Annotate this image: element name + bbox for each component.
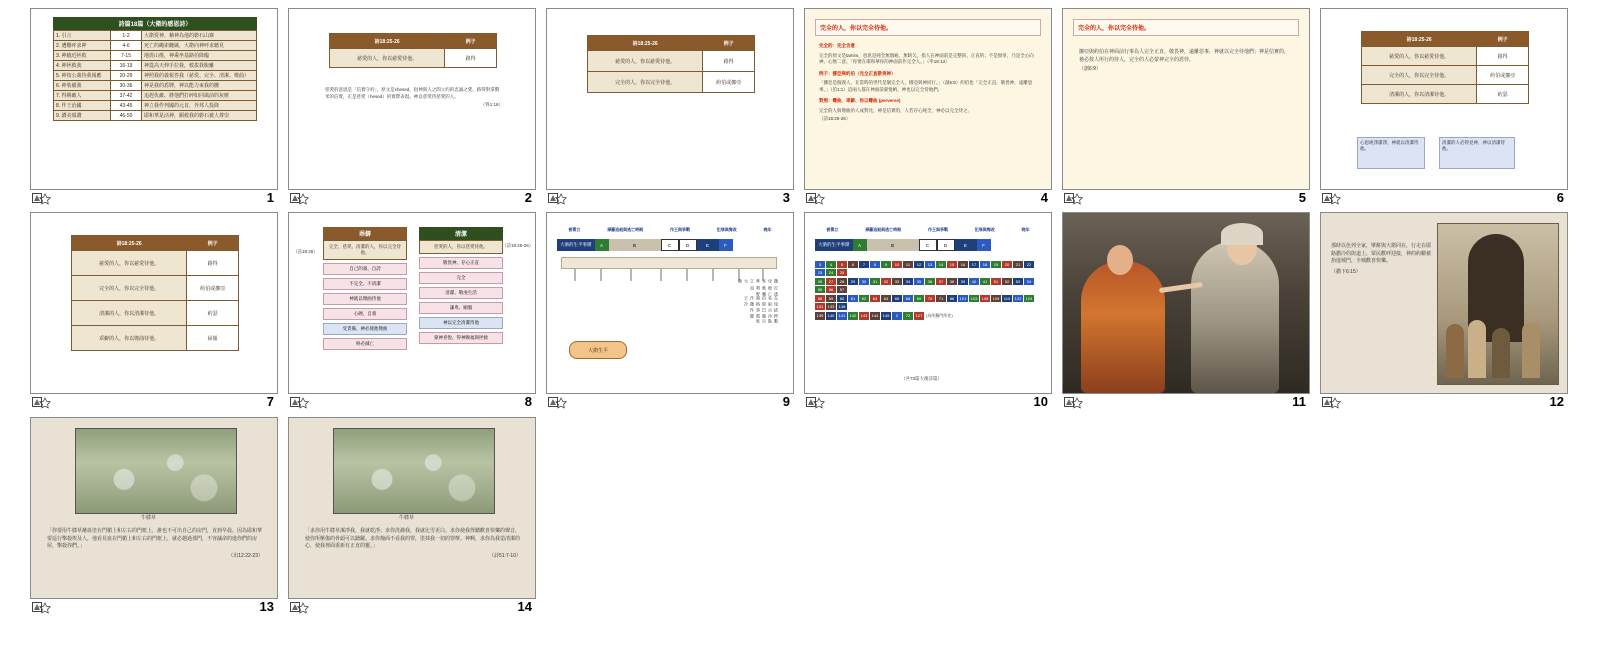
slide-transition-icon[interactable] [1322,193,1344,207]
segment: B [609,239,661,251]
psalm-cell[interactable]: 63 [870,295,880,302]
painting-entering-city-gate [1437,223,1559,385]
timeline-bar-label: 大衛的生平事蹟 [557,239,595,251]
slide-cell-6[interactable] [1320,8,1568,212]
psalm-cell[interactable]: 40 [969,278,979,285]
table-row: 清潔的人，你以清潔待他。 約瑟 [1362,85,1529,104]
compare-left-header: 乖僻 [323,227,407,240]
psalm-cell[interactable]: 5 [837,261,847,268]
photo-caption: 牛膝草 [399,515,415,521]
photo-hyssop [333,428,495,514]
flow-node: 完全 [419,272,503,284]
psalm-cell[interactable]: 22 [1024,261,1034,268]
psalm-cell[interactable]: 71 [936,295,946,302]
slide-number: 6 [1556,190,1564,205]
reference: （詩18:25-26） [819,116,851,122]
tick-label: 拔示巴事件 [750,308,779,313]
psalm-cell[interactable]: 8 [870,261,880,268]
table-row: 2. 遭難呼求神 4-6 死亡的繩索纏繞，大衛向神呼求聽見 [54,41,257,51]
table-row: 詩18:25-26 例子 [1362,32,1529,47]
psalm-cell[interactable]: 16 [958,261,968,268]
table-row: 3. 神臨近拯救 7-15 地震山搖，神乘坐基路伯降臨 [54,51,257,61]
segment: E [697,239,719,251]
psalm-cell[interactable]: 35 [914,278,924,285]
psalm-grid-row [815,312,1043,320]
psalm-cell[interactable]: 31 [870,278,880,285]
slide-cell-10[interactable] [804,212,1052,416]
psalm-cell[interactable]: 68 [903,295,913,302]
psalm-cell[interactable]: 9 [881,261,891,268]
psalm-cell[interactable]: 53 [1013,278,1023,285]
slide-number: 3 [782,190,790,205]
body-text: 那時以色列全家，擘餅與大衛同在，行走在耶路撒冷的街道上，眾民歡呼迎接，神的約櫃被抬進城門，全城歡喜快樂。 [1331,243,1432,264]
psalm-cell[interactable]: 58 [815,295,825,302]
slide-transition-icon[interactable] [290,397,312,411]
table-row: 7. 得勝敵人 37-42 追趕仇敵、將他們打碎如同風前的灰塵 [54,91,257,101]
slide-transition-icon[interactable] [32,193,54,207]
psalm-cell[interactable]: 18 [980,261,990,268]
psalm-cell[interactable]: 62 [859,295,869,302]
flow-node: 敬畏神、存心正直 [419,257,503,269]
psalm-cell[interactable]: 139 [816,313,824,318]
timeline-label: 掃羅追殺與逃亡時期 [865,227,902,232]
slide-heading-4: 完全的人，你以完全待他。 [815,19,1041,36]
slide-meta-12 [1320,394,1568,416]
psalm-cell[interactable]: 70 [925,295,935,302]
timeline-label: 晚年 [763,227,772,232]
table-row: 清潔的人，你以清潔待他。 約瑟 [72,301,239,326]
slide-cell-14[interactable] [288,417,536,621]
psalm-cell[interactable]: 145 [882,313,890,318]
slide-cell-3[interactable] [546,8,794,212]
psalm-cell[interactable]: 39 [958,278,968,285]
verse-table-7 [71,235,239,351]
point-label: 完全的：完全含意 [819,43,855,48]
point-text: 完全的原文是tamim，意思是純全無瑕疵、無缺欠，指人在神面前是完整的、正直的；不是無罪，乃是全心向神，心無二意。「你要在耶和華你的神面前作完全人。」（申18:13） [819,52,1034,65]
timeline-bar-label: 大衛的生平事蹟 [815,239,853,251]
psalm-cell[interactable]: 25 [837,269,847,276]
segment: E [955,239,977,251]
slide-number: 8 [524,394,532,409]
slide-cell-8[interactable] [288,212,536,416]
tick-label: 逃亡曠野 [756,291,779,296]
segment: D [937,239,955,251]
timeline-label: 晚年 [1021,227,1030,232]
slide-number: 7 [266,394,274,409]
point-text: 「挪亞是個義人，在當時的世代是個完全人，挪亞與神同行。」（創6:9）約伯也「完全正直，敬畏神，遠離惡事。」（伯1:1）這兩人都在神面前蒙悅納，神也以完全待他們。 [819,80,1033,92]
psalm-grid-row [815,278,1043,293]
slide-meta-2 [288,190,536,212]
psalm-cell[interactable]: 55 [815,286,825,293]
verse-table-6 [1361,31,1529,104]
note-text: 慈愛的意思是「信實守約」，原文是chesed，指神與人之間立約的忠誠之愛。路得對拿俄米的信實，正是慈愛（hesed）的實際表現。神以慈愛待慈愛的人。 [325,87,500,99]
slide-cell-12[interactable] [1320,212,1568,416]
slide-transition-icon[interactable] [1322,397,1344,411]
flow-node: 謙卑、順服 [419,302,503,314]
psalm-cell[interactable]: 38 [947,278,957,285]
photo-caption: 牛膝草 [141,515,157,521]
psalm-cell[interactable]: 7 [859,261,869,268]
slide-cell-9[interactable] [546,212,794,416]
psalm-cell[interactable]: 144 [871,313,879,318]
slide-transition-icon[interactable] [290,602,312,616]
slide-thumbnail-2[interactable] [288,8,536,190]
psalm-cell[interactable]: 57 [837,286,847,293]
psalm-cell[interactable]: 33 [892,278,902,285]
slide-thumbnail-4[interactable] [804,8,1052,190]
note-block-2 [325,87,503,109]
flow-node: 不完全、不清潔 [323,278,407,290]
psalm-cell[interactable]: 65 [892,295,902,302]
slide-thumbnail-1[interactable] [30,8,278,190]
timeline-label: 作王與爭戰 [927,227,948,232]
psalm-cell[interactable]: 13 [925,261,935,268]
table-row: 5. 神按公義待我報應 20-29 神照我的義報答我（慈愛、完全、清潔、彎曲） [54,71,257,81]
compare-right-top: 慈愛的人，你以慈愛待他。 [419,240,503,254]
psalm-cell[interactable]: 138 [838,304,846,309]
timeline-label: 作王與爭戰 [669,227,690,232]
slide-thumbnail-11[interactable] [1062,212,1310,394]
slide-meta-4 [804,190,1052,212]
slide-meta-8 [288,394,536,416]
table-row: 完全的人，你以完全待他。 約伯或挪亞 [1362,66,1529,85]
psalm-cell[interactable]: 17 [969,261,979,268]
slide-number: 10 [1033,394,1048,409]
psalm-cell[interactable]: 72 [903,312,913,320]
table-row: 慈愛的人，你以慈愛待他。 路得 [72,251,239,276]
slide-number: 11 [1292,394,1306,409]
slide-number: 13 [259,599,274,614]
timeline-label: 犯罪與悔改 [974,227,995,232]
segment: D [679,239,697,251]
tick-label: 押沙龍叛變 [750,313,779,318]
outline-table-1 [53,30,257,121]
psalm-cell[interactable]: 51 [991,278,1001,285]
table-row: 4. 神拯救我 16-19 神從高天伸手拉我，救拔我脫離 [54,61,257,71]
slide-transition-icon[interactable] [548,193,570,207]
photo-hyssop [75,428,237,514]
psalm-cell[interactable]: 141 [838,313,846,318]
flow-node: 神以完全清潔待他 [419,317,503,329]
psalm-cell[interactable]: 59 [826,295,836,302]
slide-thumbnail-7[interactable] [30,212,278,394]
right-ref: （詩18:25-26） [502,243,534,248]
painting-nathan-rebukes-david [1063,213,1309,393]
psalm-cell[interactable]: 28 [837,278,847,285]
slide-transition-icon[interactable] [32,397,54,411]
psalm-cell[interactable]: 3 [815,261,825,268]
segment: F [977,239,991,251]
slide-thumbnail-10[interactable] [804,212,1052,394]
tick-label: 在希伯崙作王 [744,295,779,300]
slide-meta-5 [1062,190,1310,212]
point-text: 完全的人與彎曲的人成對比，神是信實的，人若存心純全，神必以完全待之。 [819,107,972,113]
slide-thumbnail-3[interactable] [546,8,794,190]
flow-node: 蒙神喜悅、得神賜福與拯救 [419,332,503,344]
slide-number: 14 [517,599,532,614]
psalm-cell[interactable]: 54 [1024,278,1034,285]
psalm-cell[interactable]: 20 [1002,261,1012,268]
timeline-label: 掃羅追殺與逃亡時期 [607,227,644,232]
psalm-cell[interactable]: 15 [947,261,957,268]
reference: （撒下6:15） [1331,268,1361,275]
psalm-cell[interactable]: 6 [848,261,858,268]
note-ref: （得1:16） [480,102,503,108]
grid-note: （共73篇大衛詩篇） [901,376,943,382]
psalm-cell[interactable]: 11 [903,261,913,268]
slide-number: 9 [782,394,790,409]
psalm-grid-row [815,261,1043,276]
slide-thumbnail-8[interactable] [288,212,536,394]
slide-transition-icon[interactable] [806,193,828,207]
psalm-cell[interactable]: 2 [892,312,902,320]
compare-left-top: 完全、慈愛、清潔的人，你以完全待他。 [323,240,407,260]
psalm-cell[interactable]: 103 [970,296,978,301]
segment: C [919,239,937,251]
slide-number: 12 [1549,394,1564,409]
slide-thumbnail-13[interactable] [30,417,278,599]
segment: A [853,239,867,251]
psalm-cell[interactable]: 24 [826,269,836,276]
psalm-cell[interactable]: 36 [925,278,935,285]
note-text: 挪亞與約伯在神面前行事為人完全正直，敬畏神，遠離惡事，神就以完全待他們；神是信實的，祂必按人所行的待人，完全的人必蒙神完全的恩待。 [1079,49,1290,63]
psalm-cell[interactable]: 10 [892,261,902,268]
psalm-cell[interactable]: 4 [826,261,836,268]
flow-node: 自己的義、自誇 [323,263,407,275]
slide-transition-icon[interactable] [32,602,54,616]
slide-cell-4[interactable] [804,8,1052,212]
timeline-track [561,257,777,269]
psalm-cell[interactable]: 29 [848,278,858,285]
psalm-grid [815,261,1043,322]
slide-number: 1 [266,190,274,205]
slide-cell-7[interactable] [30,212,278,416]
slide-cell-1[interactable] [30,8,278,212]
psalm-cell[interactable]: 124 [1025,296,1033,301]
slide-thumbnail-14[interactable] [288,417,536,599]
psalm-cell[interactable]: 21 [1013,261,1023,268]
table-row: 慈愛的人，你以慈愛待他。 路得 [1362,47,1529,66]
psalm-cell[interactable]: 142 [849,313,857,318]
psalm-cell[interactable]: 19 [991,261,1001,268]
body-text: 「求你用牛膝草潔淨我，我就乾淨；求你洗滌我，我就比雪更白。求你使我得聽歡喜快樂的聲音，使你所壓傷的骨頭可以踴躍。求你掩面不看我的罪，塗抹我一切的罪孽。神啊，求你為我造清潔的心，使我裡面重新有正直的靈。」 [305,528,521,549]
table-row: 詩18:25-26 例子 [72,236,239,251]
flow-node: 神就以彎曲待他 [323,293,407,305]
psalm-cell[interactable]: 52 [1002,278,1012,285]
table-row: 1. 引言 1-2 大衛愛神、稱神為他的磐石山寨 [54,31,257,41]
left-ref: （詩18:26） [293,249,318,254]
slide-number: 4 [1040,190,1048,205]
psalm-cell[interactable]: (為所羅門所作) [926,313,953,318]
timeline-callout: 大衛生平 [569,341,627,359]
slide-title-1: 詩篇18篇（大衛的感恩詩） [53,17,257,30]
tick-label: 攻取耶路撒冷 [744,302,779,307]
callout-box: 清潔的人必得見神，神以清潔待他。 [1439,137,1515,169]
slide-meta-7 [30,394,278,416]
table-row: 6. 神裝備我 30-36 神是我的盾牌，神以能力束我的腰 [54,81,257,91]
psalm-cell[interactable]: 61 [848,295,858,302]
slide-meta-3 [546,190,794,212]
segment: B [867,239,919,251]
table-row: 詩18:25-26 例子 [330,34,497,49]
psalm-cell[interactable]: 143 [860,313,868,318]
psalm-cell[interactable]: 23 [815,269,825,276]
psalm-cell[interactable]: 12 [914,261,924,268]
tick-label: 打敗歌利亞 [750,286,779,291]
slide-thumbnail-12[interactable] [1320,212,1568,394]
slide-cell-13[interactable] [30,417,278,621]
psalm-cell[interactable]: 69 [914,295,924,302]
psalm-cell[interactable]: 60 [837,295,847,302]
psalm-cell[interactable]: 133 [827,304,835,309]
reference: （創6:9） [1079,66,1101,72]
psalm-cell[interactable]: 37 [936,278,946,285]
psalm-cell[interactable]: 64 [881,295,891,302]
flow-node: 清潔、敬虔生活 [419,287,503,299]
psalm-cell[interactable]: 127 [915,313,923,318]
psalm-cell[interactable]: 140 [827,313,835,318]
slide-cell-5[interactable] [1062,8,1310,212]
psalm-grid-row [815,295,1043,310]
psalm-cell[interactable]: 101 [959,296,967,301]
slide-meta-10 [804,394,1052,416]
slide-text-12 [1331,243,1431,276]
table-row: 慈愛的人，你以慈愛待他。 路得 [330,49,497,68]
slide-meta-11 [1062,394,1310,416]
table-row: 乖僻的人，你以彎曲待他。 掃羅 [72,326,239,351]
tick-label: 數點百姓 [756,318,779,323]
table-row: 9. 讚美頌讚 46-50 耶和華是活神，願救我的磐石被人尊崇 [54,111,257,121]
timeline-label: 被膏立 [568,227,581,232]
slide-thumbnail-5[interactable] [1062,8,1310,190]
timeline-label: 犯罪與悔改 [716,227,737,232]
psalm-cell[interactable]: 14 [936,261,946,268]
psalm-cell[interactable]: 109 [992,296,1000,301]
slide-transition-icon[interactable] [1064,397,1086,411]
segment: C [661,239,679,251]
flow-node: 心硬、自義 [323,308,407,320]
psalm-cell[interactable]: 30 [859,278,869,285]
slide-transition-icon[interactable] [548,397,570,411]
slide-thumbnail-9[interactable] [546,212,794,394]
slide-transition-icon[interactable] [290,193,312,207]
compare-right-header: 清潔 [419,227,503,240]
segment: F [719,239,733,251]
point-label: 例子：挪亞與約伯（完全正直敬畏神） [819,70,896,76]
slide-cell-2[interactable] [288,8,536,212]
psalm-cell[interactable]: 86 [947,295,957,302]
slide-cell-11[interactable] [1062,212,1310,416]
psalm-cell[interactable]: 108 [981,296,989,301]
psalm-cell[interactable]: 122 [1014,296,1022,301]
slide-number: 2 [524,190,532,205]
timeline-label: 被膏立 [826,227,839,232]
slide-number: 5 [1298,190,1306,205]
slide-meta-13 [30,599,278,621]
slide-meta-6 [1320,190,1568,212]
slide-transition-icon[interactable] [806,397,828,411]
psalm-cell[interactable]: 27 [826,278,836,285]
table-row: 詩18:25-26 例子 [588,36,755,51]
slide-thumbnail-6[interactable] [1320,8,1568,190]
verse-table-3 [587,35,755,93]
table-row: 完全的人，你以完全待他。 約伯或挪亞 [72,276,239,301]
body-text: 「你要用牛膝草蘸血塗在門楣上和左右的門框上，誰也不可出自己的房門，直到早晨。因為耶和華要巡行擊殺埃及人，他看見血在門楣上和左右的門框上，就必越過那門，不容滅命的進你們的房屋，擊殺你們。」 [47,528,263,549]
table-row: 慈愛的人，你以慈愛待他。 路得 [588,51,755,72]
slide-transition-icon[interactable] [1064,193,1086,207]
psalm-cell[interactable]: 32 [881,278,891,285]
verse-table-2 [329,33,497,68]
psalm-cell[interactable]: 34 [903,278,913,285]
callout-box: 心思純淨潔淨，神就以清潔待他。 [1357,137,1425,169]
segment: A [595,239,609,251]
flow-node: 受責備、神必使他彎曲 [323,323,407,335]
slide-meta-14 [288,599,536,621]
psalm-cell[interactable]: 110 [1003,296,1011,301]
psalm-cell[interactable]: 41 [980,278,990,285]
psalm-cell[interactable]: 26 [815,278,825,285]
slide-meta-1 [30,190,278,212]
psalm-cell[interactable]: 131 [816,304,824,309]
point-label: 對照：彎曲、乖僻、你以彎曲 (perverse) [819,98,901,104]
slide-meta-9 [546,394,794,416]
slide-heading-5: 完全的人，你以完全待他。 [1073,19,1299,36]
psalm-cell[interactable]: 56 [826,286,836,293]
tick-label: 撒母耳膏立大衛 [738,279,779,283]
table-row: 8. 作王治國 43-45 神立我作列國的元首，外邦人投降 [54,101,257,111]
reference: （出12:22-23） [228,552,263,559]
table-row: 完全的人，你以完全待他。 約伯或挪亞 [588,72,755,93]
reference: （詩51:7-10） [489,552,521,559]
flow-node: 終必滅亡 [323,338,407,350]
